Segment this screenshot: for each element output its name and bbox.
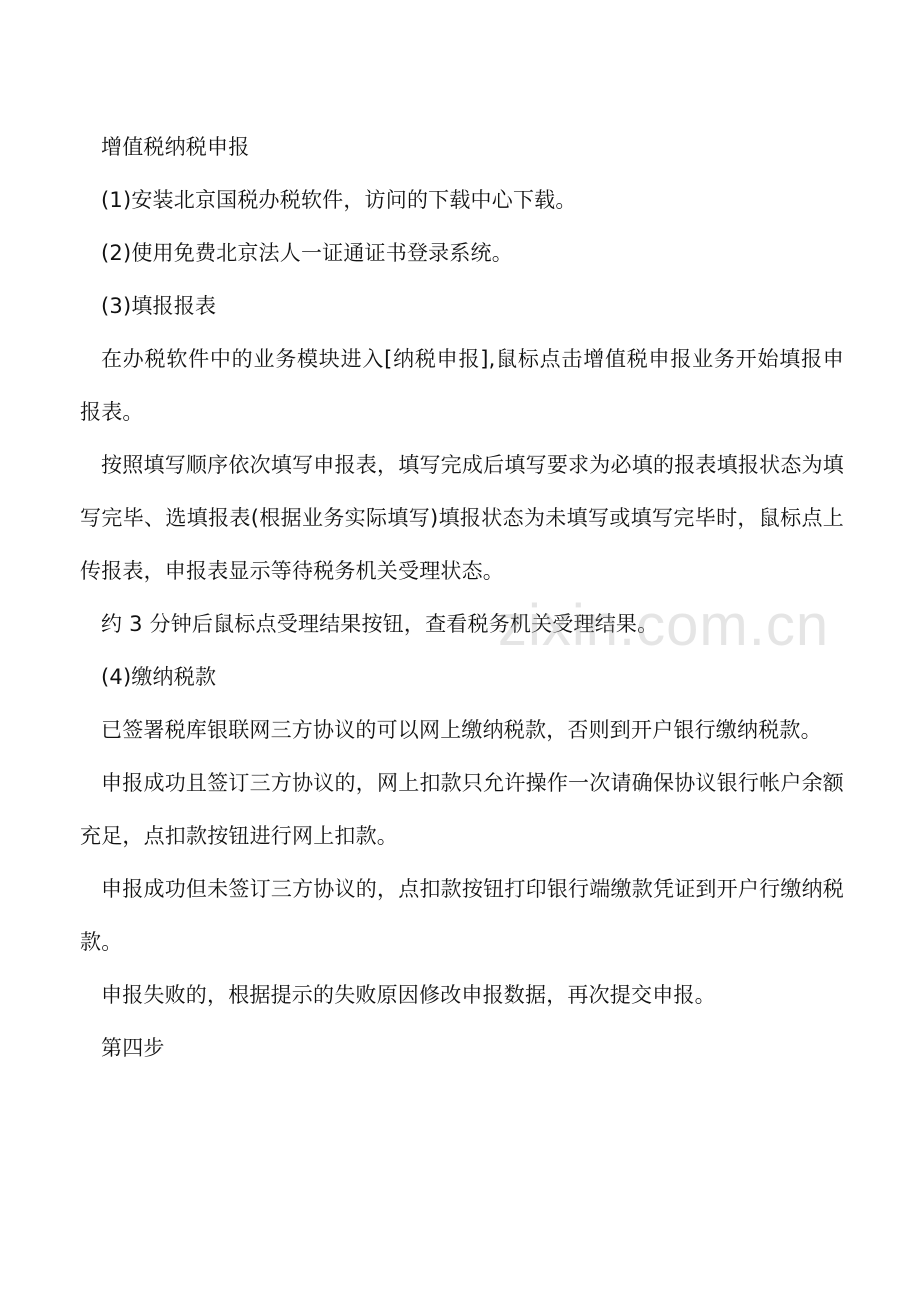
body-paragraph: 申报失败的，根据提示的失败原因修改申报数据，再次提交申报。 (101, 983, 716, 1007)
body-paragraph: 申报成功且签订三方协议的，网上扣款只允许操作一次请确保协议银行帐户余额充足，点扣款按钮进行网上扣款。 (80, 771, 844, 848)
step-4-heading: (4)缴纳税款 (101, 665, 217, 689)
section-heading: 增值税纳税申报 (101, 135, 250, 159)
step-3-heading: (3)填报报表 (101, 294, 217, 318)
document-body (80, 121, 844, 1075)
step-1-paragraph: (1)安装北京国税办税软件，访问的下载中心下载。 (101, 188, 577, 212)
body-paragraph: 申报成功但未签订三方协议的，点扣款按钮打印银行端缴款凭证到开户行缴纳税款。 (80, 877, 844, 954)
step-four-label: 第四步 (101, 1036, 165, 1060)
step-2-paragraph: (2)使用免费北京法人一证通证书登录系统。 (101, 241, 513, 265)
body-paragraph: 约 3 分钟后鼠标点受理结果按钮，查看税务机关受理结果。 (101, 612, 659, 636)
body-paragraph: 已签署税库银联网三方协议的可以网上缴纳税款，否则到开户银行缴纳税款。 (101, 718, 822, 742)
body-paragraph: 在办税软件中的业务模块进入[纳税申报],鼠标点击增值税申报业务开始填报申报表。 (80, 347, 844, 424)
watermark-text: zixin.com.cn (498, 593, 830, 658)
body-paragraph: 按照填写顺序依次填写申报表，填写完成后填写要求为必填的报表填报状态为填写完毕、选填报表(根据业务实际填写)填报状态为未填写或填写完毕时，鼠标点上传报表，申报表显示等待税务机关受理状态。 (80, 453, 844, 583)
